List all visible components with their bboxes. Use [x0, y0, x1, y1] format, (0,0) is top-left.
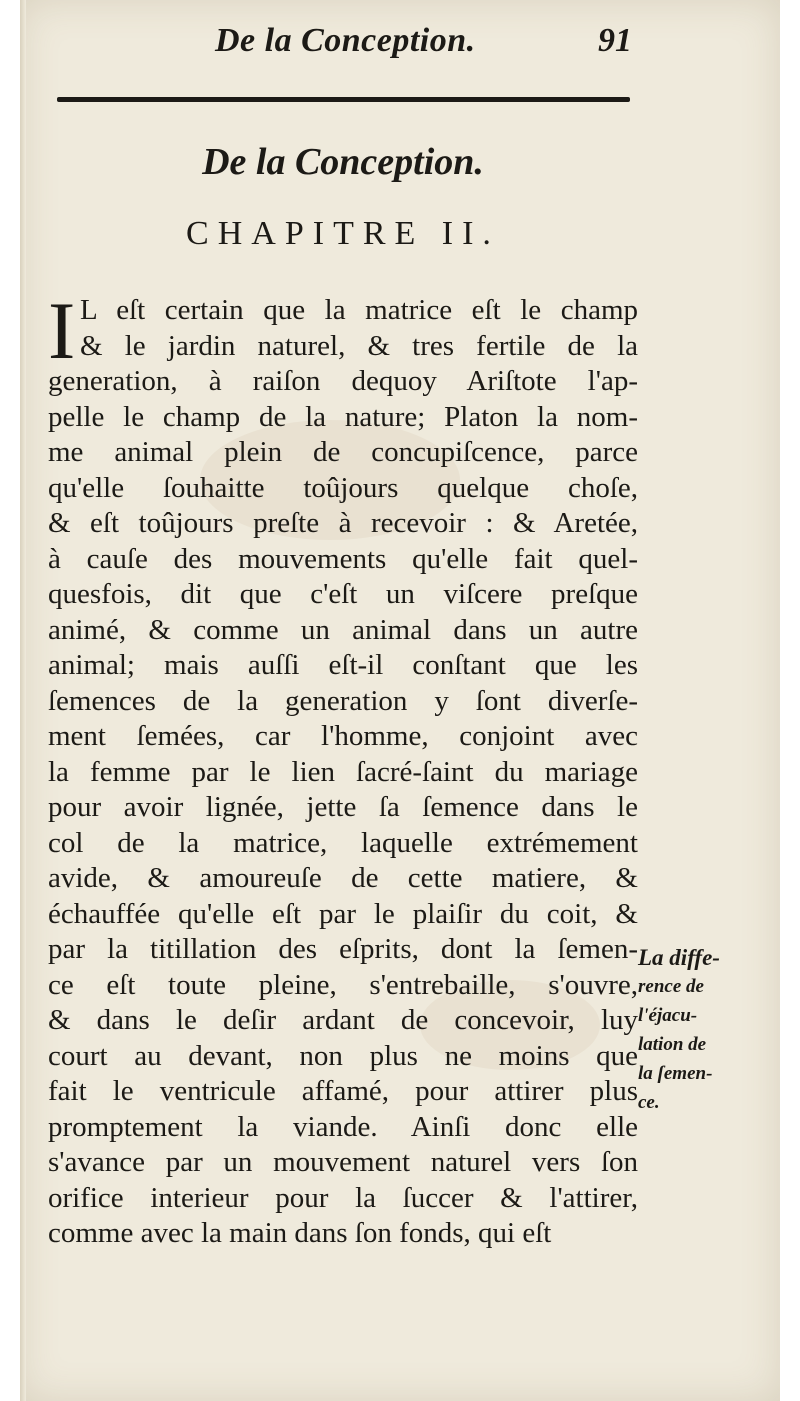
page-gutter-shadow [20, 0, 26, 1401]
text-line: me animal plein de concupiſcence, parce [48, 436, 638, 468]
text-line: pour avoir lignée, jette ſa ſemence dans le [48, 791, 638, 823]
margin-note-line: l'éjacu- [638, 1005, 698, 1026]
text-line: generation, à raiſon dequoy Ariſtote l'ap- [48, 365, 638, 397]
margin-note-line: lation de [638, 1034, 707, 1055]
text-line: & le jardin naturel, & tres fertile de la [80, 329, 638, 362]
text-line: fait le ventricule affamé, pour attirer plus [48, 1075, 638, 1107]
text-line: & dans le deſir ardant de concevoir, luy [48, 1004, 638, 1036]
text-line: qu'elle ſouhaitte toûjours quelque choſe, [48, 471, 638, 504]
text-line: comme avec la main dans ſon fonds, qui eſt [48, 1217, 552, 1249]
text-line: col de la matrice, laquelle extrémement [48, 826, 638, 859]
header-rule [57, 97, 630, 102]
drop-cap: I [48, 285, 76, 376]
margin-note-line: la ſemen- [638, 1063, 713, 1084]
chapter-heading: CHAPITRE II. [186, 215, 500, 252]
text-line: avide, & amoureuſe de cette matiere, & [48, 862, 638, 894]
text-line: échauffée qu'elle eſt par le plaiſir du coit, & [48, 897, 638, 930]
running-head-title: De la Conception. [215, 22, 476, 59]
text-line: & eſt toûjours preſte à recevoir : & Aretée, [48, 507, 638, 539]
page-number: 91 [598, 22, 632, 59]
text-line: quesfois, dit que c'eſt un viſcere preſque [48, 578, 638, 610]
body-text [48, 285, 638, 1252]
text-line: s'avance par un mouvement naturel vers ſon [48, 1146, 638, 1178]
text-line: animal; mais auſſi eſt-il conſtant que les [48, 649, 638, 681]
text-line: L eſt certain que la matrice eſt le champ [80, 294, 638, 326]
margin-note-line: ce. [638, 1092, 660, 1113]
text-line: court au devant, non plus ne moins que [48, 1039, 638, 1072]
text-line: à cauſe des mouvements qu'elle fait quel- [48, 542, 638, 575]
text-line: par la titillation des eſprits, dont la ſemen- [48, 933, 638, 965]
text-line: ment ſemées, car l'homme, conjoint avec [48, 720, 638, 752]
text-line: pelle le champ de la nature; Platon la nom- [48, 400, 638, 433]
text-line: promptement la viande. Ainſi donc elle [48, 1110, 638, 1143]
margin-note-line: rence de [638, 976, 704, 997]
margin-note-line: La diffe- [638, 945, 720, 970]
text-line: ce eſt toute pleine, s'entrebaille, s'ouvre, [48, 968, 638, 1001]
running-head [0, 18, 800, 68]
text-line: la femme par le lien ſacré-ſaint du mariage [48, 755, 638, 788]
text-line: animé, & comme un animal dans un autre [48, 613, 638, 646]
margin-note [638, 943, 748, 1117]
text-line: ſemences de la generation y ſont diverſe- [48, 684, 638, 717]
text-line: orifice interieur pour la ſuccer & l'attirer, [48, 1181, 638, 1214]
section-title: De la Conception. [202, 141, 484, 183]
